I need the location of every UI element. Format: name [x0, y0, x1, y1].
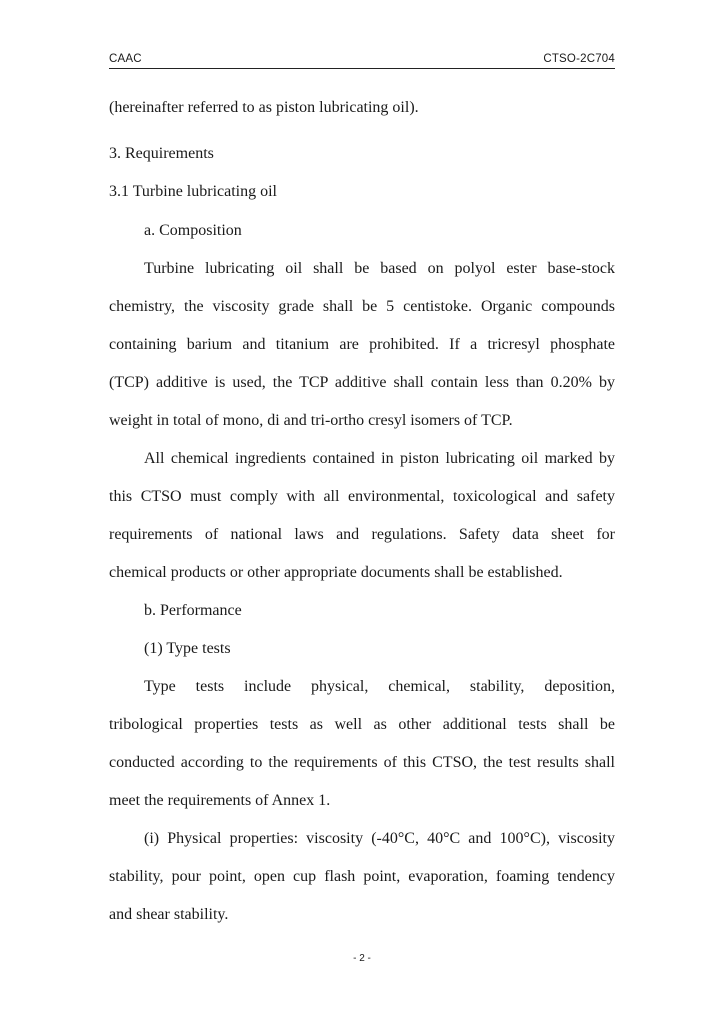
body-line: stability, pour point, open cup flash point, evaporation, foaming tendency	[109, 868, 615, 885]
body-line: containing barium and titanium are prohibited. If a tricresyl phosphate	[109, 336, 615, 353]
item-heading: b. Performance	[144, 602, 242, 619]
body-line: chemical products or other appropriate documents shall be established.	[109, 564, 563, 581]
header-document-code: CTSO-2C704	[543, 53, 615, 65]
body-line: All chemical ingredients contained in piston lubricating oil marked by	[144, 450, 615, 467]
body-line: tribological properties tests as well as other additional tests shall be	[109, 716, 615, 733]
body-line: Turbine lubricating oil shall be based on polyol ester base-stock	[144, 260, 615, 277]
body-line: requirements of national laws and regulations. Safety data sheet for	[109, 526, 615, 543]
body-line: weight in total of mono, di and tri-ortho cresyl isomers of TCP.	[109, 412, 513, 429]
body-line: chemistry, the viscosity grade shall be 5 centistoke. Organic compounds	[109, 298, 615, 315]
body-line: (TCP) additive is used, the TCP additive shall contain less than 0.20% by	[109, 374, 615, 391]
body-line: this CTSO must comply with all environmental, toxicological and safety	[109, 488, 615, 505]
body-line: meet the requirements of Annex 1.	[109, 792, 331, 809]
section-heading: 3. Requirements	[109, 145, 214, 162]
item-heading: (1) Type tests	[144, 640, 231, 657]
body-line: (i) Physical properties: viscosity (-40°C, 40°C and 100°C), viscosity	[144, 830, 615, 847]
header-organization: CAAC	[109, 53, 142, 65]
page-header	[109, 52, 615, 69]
body-line: and shear stability.	[109, 906, 229, 923]
item-heading: a. Composition	[144, 222, 242, 239]
page-number: - 2 -	[353, 953, 371, 964]
subsection-heading: 3.1 Turbine lubricating oil	[109, 183, 277, 200]
body-line: Type tests include physical, chemical, stability, deposition,	[144, 678, 615, 695]
body-line: (hereinafter referred to as piston lubricating oil).	[109, 99, 419, 116]
body-line: conducted according to the requirements of this CTSO, the test results shall	[109, 754, 615, 771]
